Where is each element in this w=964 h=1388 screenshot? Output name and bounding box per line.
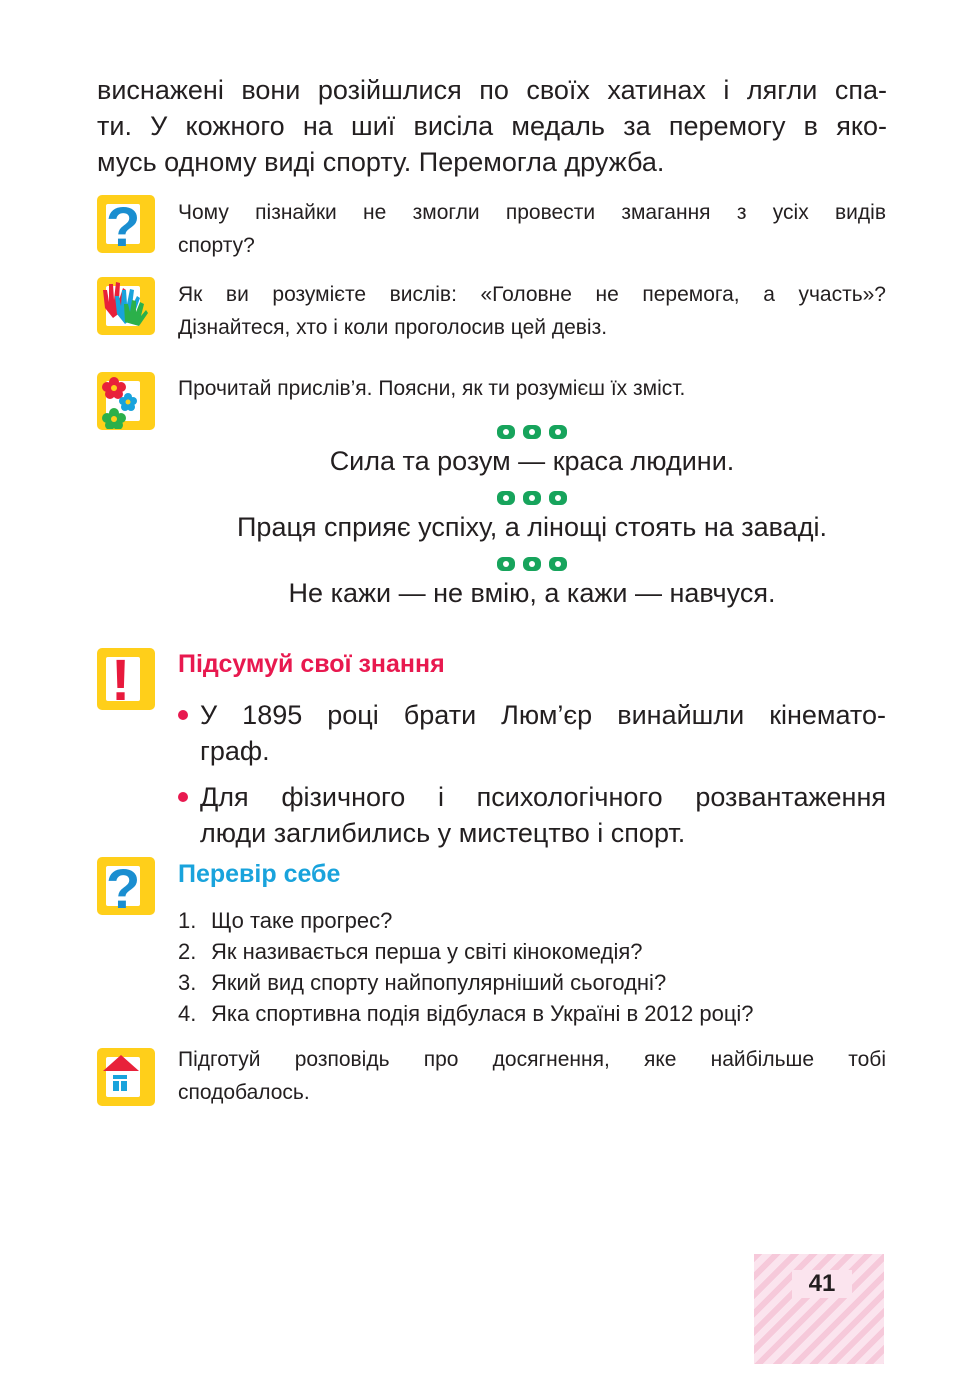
task-line: Дізнайтеся, хто і коли проголосив цей девіз.: [178, 316, 608, 339]
proverbs-block: [178, 422, 886, 620]
task-line: Чому пізнайки не змогли провести змагання з усіх видів: [178, 201, 886, 224]
page-number-box: [754, 1254, 884, 1364]
bullet-dot: [178, 792, 188, 802]
ornament-divider: [178, 554, 886, 576]
check-question: [178, 905, 886, 936]
question-number: 4.: [178, 1001, 197, 1026]
summary-line: У 1895 році брати Люм’єр винайшли кінемато-: [200, 700, 886, 730]
house-icon: [97, 1048, 155, 1106]
page-number: 41: [792, 1270, 852, 1298]
check-question: [178, 967, 886, 998]
intro-line: мусь одному виді спорту. Перемогла дружба.: [97, 147, 665, 177]
question-text: Який вид спорту найпопулярніший сьогодні?: [211, 970, 667, 995]
homework-task: [178, 1043, 886, 1109]
summary-item: [178, 779, 886, 851]
task-line: Прочитай прислів’я. Поясни, як ти розумієш їх зміст.: [178, 377, 686, 400]
question-number: 1.: [178, 908, 197, 933]
summary-line: граф.: [200, 736, 270, 766]
check-question: [178, 936, 886, 967]
task-line: спорту?: [178, 234, 255, 257]
summary-list: [178, 697, 886, 861]
question-text: Що таке прогрес?: [211, 908, 393, 933]
question-icon: ?: [97, 857, 155, 915]
question-number: 2.: [178, 939, 197, 964]
bullet-dot: [178, 710, 188, 720]
question-text: Як називається перша у світі кінокомедія?: [211, 939, 643, 964]
check-questions: [178, 905, 886, 1029]
summary-line: люди заглибились у мистецтво і спорт.: [200, 818, 686, 848]
task-question-1: [178, 196, 886, 262]
summary-item: [178, 697, 886, 769]
intro-line: ти. У кожного на шиї висіла медаль за перемогу в яко-: [97, 111, 887, 141]
flowers-icon: [97, 372, 155, 430]
question-icon: ?: [97, 195, 155, 253]
question-text: Яка спортивна подія відбулася в Україні в 2012 році?: [211, 1001, 754, 1026]
ornament-divider: [178, 422, 886, 444]
task-proverbs: [178, 372, 886, 405]
proverb: Не кажи — не вмію, а кажи — навчуся.: [288, 578, 776, 608]
task-question-2: [178, 278, 886, 344]
check-question: [178, 998, 886, 1029]
intro-line: виснажені вони розійшлися по своїх хатинах і лягли спа-: [97, 75, 887, 105]
task-line: Як ви розумієте вислів: «Головне не перемога, а участь»?: [178, 283, 886, 306]
summary-line: Для фізичного і психологічного розвантаження: [200, 782, 886, 812]
proverb: Сила та розум — краса людини.: [329, 446, 735, 476]
hands-icon: [97, 277, 155, 335]
task-line: Підготуй розповідь про досягнення, яке найбільше тобі: [178, 1048, 886, 1071]
ornament-divider: [178, 488, 886, 510]
exclamation-icon: !: [97, 648, 155, 710]
check-heading: Перевір себе: [178, 860, 341, 888]
proverb: Праця сприяє успіху, а лінощі стоять на заваді.: [237, 512, 827, 542]
task-line: сподобалось.: [178, 1081, 310, 1104]
intro-paragraph: [97, 72, 887, 180]
question-number: 3.: [178, 970, 197, 995]
summary-heading: Підсумуй свої знання: [178, 650, 445, 678]
